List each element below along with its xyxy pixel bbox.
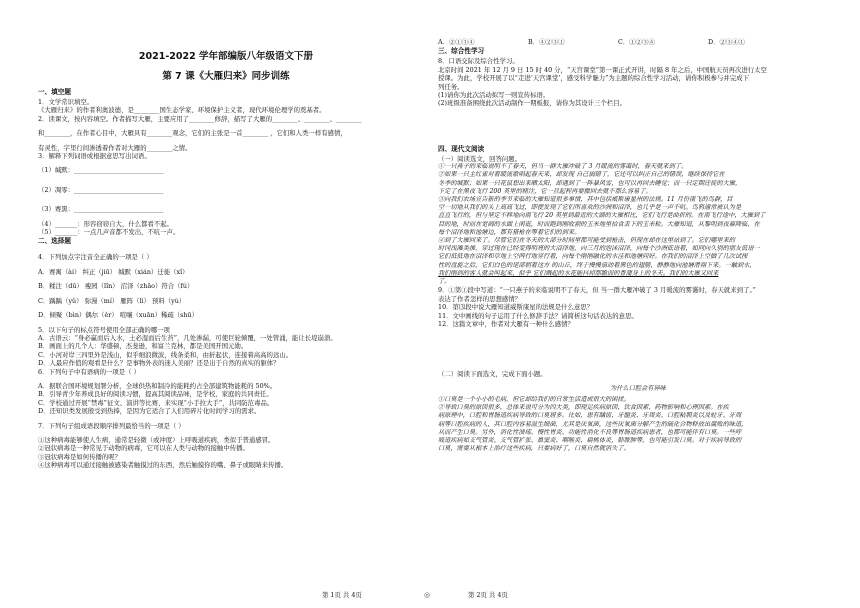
passage-1-line: 性的盘旋之后，它们白色的尾部朝着这方 的山丘，终于慢慢扇动着黑色的翅膀，静静地向池塘滑翔下来。一触到水， — [438, 261, 756, 269]
question-7-options — [438, 38, 838, 46]
question-7-option-b: B．④②③① — [528, 38, 565, 46]
passage-1-line: 冬季的缄默；如果一只花鼠想出来晒太阳，却遇到了一阵暴风雪，也可以再回去睡觉；而一只定期迁徙的大雁， — [438, 179, 742, 187]
question-4-option-b: B．糅注（dū） 瘦园（lǐn） 沼泽（zhǎo）符合（fú） — [38, 282, 194, 291]
question-3-item-5: （5）_______：一点几声音都不发出，不吭一声。 — [38, 228, 180, 237]
document-title: 2021-2022 学年部编版八年级语文下册 — [138, 51, 314, 62]
passage-1-line: 空一切地从我们的头上高高飞过，即使发现了它们所喜欢的沙洲和沼泽，也几乎是一声不吭。鸟鸦通常被认为是 — [438, 204, 742, 212]
question-2-line-3: 有灵性，字里行间渗透着作者对大雁的________之情。 — [38, 143, 192, 152]
question-8-task-2: (2)班级准备围绕此次活动制作一期板报，请你为其设计三个栏目。 — [438, 99, 626, 108]
passage-1-line: ②如果一只主红雀对着暖流歌唱起春天来，却发现 自己搞错了，它还可以纠正自己的错误，继续保持它在 — [438, 171, 725, 179]
question-3-item-2: （2）凋零：____________________________ — [38, 185, 164, 194]
question-8: 8．口语交际及综合性学习。 — [438, 57, 519, 66]
passage-2-line: ①口臭是一个小小的毛病，但它却给我们的日常生活造成很大的困扰。 — [438, 395, 630, 403]
question-5: 5．以下句子的标点符号使用全部正确的哪一项 — [38, 325, 170, 334]
passage-1-underlined-line: 我们刚到的客人就会叫起来，似乎 它们溅起的水花能抖掉那脆弱的香蒲身上的冬天。我们的大雁又回来 — [438, 269, 719, 277]
question-6-option-d: D．还知识类发展殷受到热捧，是因为它适合了人们用碎片化时间学习的需求。 — [38, 407, 261, 416]
question-3-item-3: （3）赛黑：____________________________ — [38, 205, 164, 214]
page-right — [430, 0, 860, 608]
question-5-option-d: D．人最应作值的观看是什么？是事物外表的迷人美丽？还是出于自然的真实的躯体？ — [38, 359, 280, 368]
passage-1-line: 时冈浅滩类推，穿过现在已经变得明亮的大沼泽地，向三月的泡沫沼泽，向每个沙洲低语着，如同向久别的朋友低语一 — [438, 245, 760, 253]
passage-1-line: ①一只燕子的来临说明不了春天，但当一群大雁冲破了 3 月暖流的雾霭时，春天就来到了。 — [438, 163, 688, 171]
passage-1-line: 目的地，时而在宽阔的水面上闲逛，时而跑到刚收割的玉米地里拾食丢下的玉米粒。大雁知道，从黎明到夜幕降临，在 — [438, 220, 760, 228]
question-10: 10．第⑶段中说大雁知道威斯康星的法规是什么意思？ — [438, 303, 594, 312]
passage-2-line: ②导致口臭的原因很多，总体来说可分为四大类，即现足疾病原因、饮食因素、药物影响和心理因素。在疾 — [438, 404, 729, 412]
passage-2-line: 病原理中，口腔和胃肠道疾病导致的口臭居多。比如，患有龋齿、牙髓炎、牙周炎、口腔粘膜炎以及蛀牙、牙周 — [438, 412, 742, 420]
question-7-sentence-1: ①这种病毒能够使人生病，通常是轻微（或冲度）上呼吸道疾病，类似于普通感冒。 — [38, 435, 275, 444]
question-1: 1．文学常识填空。 — [38, 98, 94, 106]
passage-1-line: 下定了在黑夜飞行 200 英里的赌注，它一旦起程再要撤回去就不那么容易了。 — [438, 187, 652, 195]
question-11: 11．文中画线的句子运用了什么修辞手法？请简析这句话表达的意思。 — [438, 311, 638, 320]
question-4-option-c: C．踽踽（yǔ） 弥漫（mí） 雁阵（lì） 预料（yù） — [38, 296, 186, 305]
passage-1-line: 直直飞行的，但与坚定不移地向南飞行 20 英里到最近的大湖的大雁相比，它们飞行是曲折的。在南飞行途中，大雁到了 — [438, 212, 766, 220]
question-8-task-1: (1)请你为此次活动拟写一则宣传标语。 — [438, 91, 550, 100]
section-fill-blank: 一、填空题 — [38, 88, 71, 96]
passage-1-line: ③向我们农场宣告新的季节来临的大雁知道很多事情，其中包括威斯康星州的法规。11 月份南飞的鸟群，目 — [438, 196, 733, 204]
question-7-sentence-3: ③冠状病毒是如何传播的呢？ — [38, 452, 122, 461]
question-2-line-2: 和________，在作者心目中，大雁具有________观念，它们的主张是一首________ ，它们和人类一样有感情， — [38, 129, 347, 138]
section-comprehensive: 三、综合性学习 — [438, 47, 485, 56]
question-3-item-1: （1）缄默：____________________________ — [38, 166, 164, 175]
passage-1-line: 了。 — [438, 278, 451, 286]
page-divider-icon: ◎ — [424, 591, 431, 599]
passage-2-title: 为什么口腔会有异味 — [610, 384, 666, 392]
passage-1-heading: （一）阅读选文，回答问题。 — [438, 154, 522, 163]
question-6-option-a: A．据联合国环境规划署分析，全球供热和制冷的能耗约占全部建筑物能耗的 50%。 — [38, 381, 277, 390]
passage-2-line: 病等口腔疾病的人，其口腔内容易滋生细菌，尤其是厌氧菌，这些厌氧菌分解产生的硫化合物释放出腐败的味道， — [438, 420, 748, 428]
passage-2-heading: （二）阅读下面选文，完成下面小题。 — [438, 370, 547, 379]
question-1-line: 《大雁归来》的作者利奥波德，是________国生态学家、环境保护主义者，现代环境伦理学的奠基者。 — [38, 106, 326, 115]
question-5-option-a: A．古语云：“身必赢而后入水，土必湿而后生苔”，几处渗漏，可使巨轮倾覆，一处管涌，能让长堤崩溃。 — [38, 333, 337, 342]
question-2: 2．读课文，按内容填空。作者描写大雁，主要应用了________修辞，描写了大雁的________、________、________ — [38, 114, 362, 123]
question-5-option-c: C．小河对岸三四里外是浅山，似乎细浪微波，线条柔和，由折起伏，连接着高高的远山。 — [38, 350, 293, 359]
passage-2-line: 吸道疾病如支气管炎、支气管扩张、鼻窦炎、咽喉炎、扁桃体炎，肺脓肿等，也可能引发口臭。对于疾病导致的 — [438, 436, 742, 444]
question-7-option-a: A．②①③④ — [438, 38, 475, 46]
question-8-line-1: 北京时间 2021 年 12 月 9 日 15 时 40 分，“天宫课堂”第一课正式开讲，时隔 8 年之后，中国航天员再次进行太空 — [438, 65, 767, 74]
page-number-2: 第 2页 共 4页 — [468, 591, 508, 599]
question-3-item-4: （4）_______：形容窃窃自大，什么都看不起。 — [38, 219, 174, 228]
passage-2-line: 从而产生口臭。另外，消化性溃疡、慢性胃炎、功能性消化不良等胃肠道疾病患者，也都可能伴有口臭。一些呼 — [438, 428, 742, 436]
question-6: 6．下列句子中有语病的一项是（ ） — [38, 367, 140, 376]
question-7-sentence-2: ②冠状病毒是一种常见于动物的病毒，它可以在人类与动物的接触中传播。 — [38, 444, 249, 453]
question-7-option-d: D．②③④① — [708, 38, 746, 46]
page-number-1: 第 1页 共 4页 — [322, 591, 362, 599]
question-6-option-b: B．引导青少年养成良好的阅读习惯，提高其阅读品味，是学校、家庭的共同责任。 — [38, 390, 273, 399]
passage-1-line: 每个沼泽地和池塘边，都有猎枪在等着它们的到来。 — [438, 228, 581, 236]
question-8-line-2: 授课。为此，学校开展了以“走进‘天宫课堂’，感受科学魅力”为主题的综合性学习活动，请你积极参与并完成下 — [438, 74, 749, 83]
question-12: 12．这篇文章中，作者对大雁有一种什么感情？ — [438, 319, 574, 328]
passage-1-line: ④到了大雁回来了。尽管它们在冬天的大部分时间里都可能受到枪击，但现在却在这里站到了。它们哪里来的 — [438, 237, 735, 245]
question-8-line-3: 列任务。 — [438, 82, 464, 91]
passage-1-line: 它们低低地在沼泽和草地上空两行地穿行着，向每个刚刚融化的水洼和池塘问好。在我们的沼泽上空做了几次试探 — [438, 253, 748, 261]
question-6-option-c: C．学校通过开展“禁毒”征文、演讲等比赛，来实现“小手拉大手”，共同防范毒品。 — [38, 398, 274, 407]
question-7-option-c: C．①②③④ — [618, 38, 655, 46]
question-4-option-d: D．倾聚（bìn）偶尔（ěr） 喧嚷（xuān）稀疏（shū） — [38, 311, 199, 320]
lesson-title: 第 7 课《大雁归来》同步训练 — [162, 71, 290, 82]
section-choice: 二、选择题 — [38, 237, 71, 246]
question-3: 3．解释下列词语或根据意思写出词语。 — [38, 152, 151, 161]
question-7: 7．下列句子组成语段顺序排列最恰当的一项是（ ） — [38, 421, 185, 430]
question-4: 4．下列加点字注音全正确的一项是（ ） — [38, 253, 153, 262]
section-reading: 四、现代文阅读 — [438, 144, 485, 153]
question-9-line-2: 表达了作者怎样的思想感情？ — [438, 294, 522, 303]
question-5-option-b: B．画面上的几个人：华盛顿，杰斐逊，和富兰克林，都是美国开国元勋。 — [38, 342, 248, 351]
question-4-option-a: A．赛寓（ài） 纠正（jiū） 缄默（xián）迁徙（xǐ） — [38, 267, 189, 276]
question-7-sentence-4: ④这种病毒可以通过接触被感染者触摸过的东西，然后触摸你的嘴、鼻子或眼睛来传播。 — [38, 461, 288, 470]
question-9: 9．①第①段中写道：“一只燕子的来临说明不了春天，但 当一群大雁冲破了 3 月暖流的雾霭时，春天就来到了。” — [438, 286, 756, 295]
passage-2-line: 口臭，需要从根本上治疗这些疾病，只要病好了，口臭自然就消失了。 — [438, 445, 630, 453]
